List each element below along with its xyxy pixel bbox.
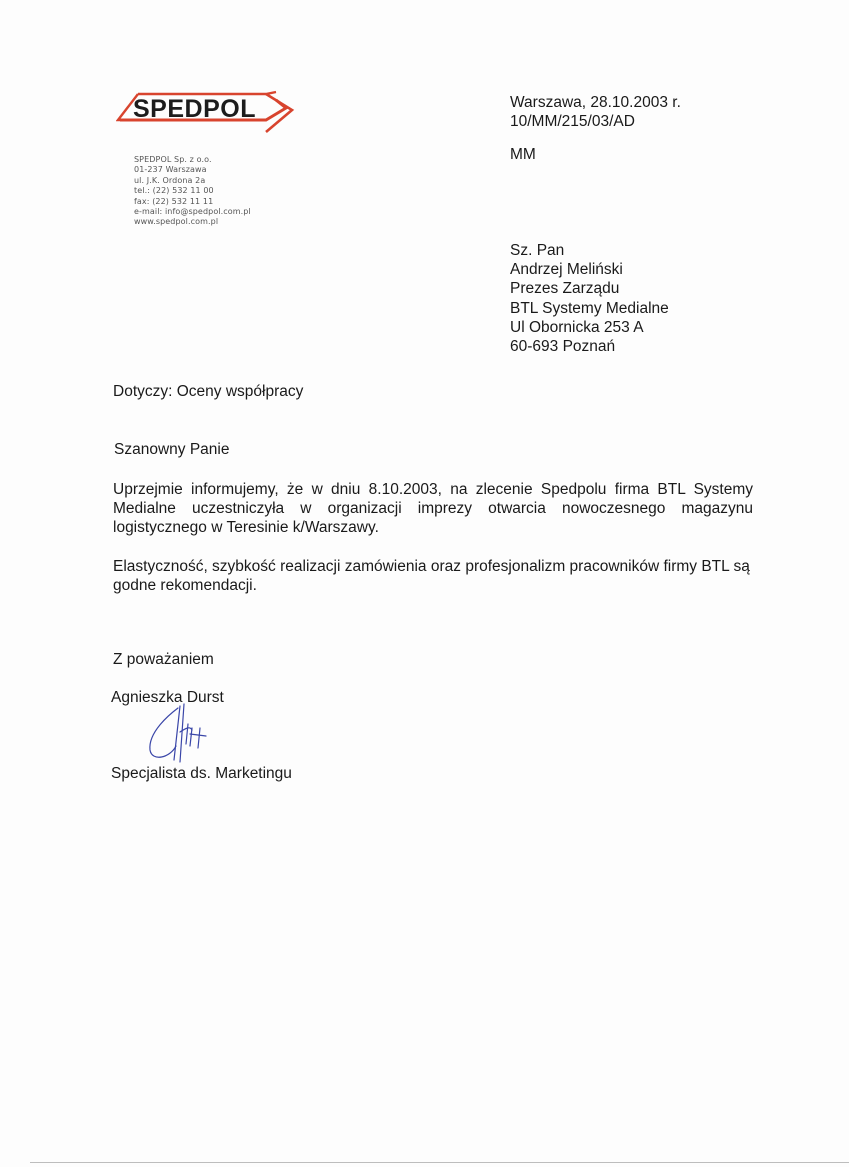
recipient-line: 60-693 Poznań xyxy=(510,338,616,356)
company-address-line: ul. J.K. Ordona 2a xyxy=(134,175,206,185)
letter-header xyxy=(510,93,681,164)
place-date: Warszawa, 28.10.2003 r. xyxy=(510,94,681,111)
handwritten-signature xyxy=(140,702,220,766)
closing-phrase: Z poważaniem xyxy=(113,651,214,668)
salutation: Szanowny Panie xyxy=(114,441,230,458)
letter-subject: Dotyczy: Oceny współpracy xyxy=(113,383,304,400)
recipient-line: Ul Obornicka 253 A xyxy=(510,318,644,336)
recipient-address xyxy=(510,241,669,356)
recipient-line: Andrzej Meliński xyxy=(510,261,623,279)
signer-title: Specjalista ds. Marketingu xyxy=(111,765,292,782)
company-address-line: fax: (22) 532 11 11 xyxy=(134,196,214,206)
company-address-line: e-mail: info@spedpol.com.pl xyxy=(134,207,251,217)
signature-graphic xyxy=(140,702,220,766)
company-address-line: tel.: (22) 532 11 00 xyxy=(134,186,214,196)
author-initials: MM xyxy=(510,146,536,163)
company-address-line: www.spedpol.com.pl xyxy=(134,217,219,227)
signer-name: Agnieszka Durst xyxy=(111,689,224,706)
reference-number: 10/MM/215/03/AD xyxy=(510,113,635,130)
logo-wordmark: SPEDPOL xyxy=(133,95,256,123)
page-edge-line xyxy=(30,1162,849,1163)
body-paragraph: Uprzejmie informujemy, że w dniu 8.10.2003, na zlecenie Spedpolu firma BTL Systemy Medialne uczestniczyła w organizacji imprezy otwarcia nowoczesnego magazynu logistycznego w Teresinie k/Warszawy. xyxy=(113,481,753,536)
company-address-line: 01-237 Warszawa xyxy=(134,165,207,175)
company-logo xyxy=(116,90,296,136)
company-address-line: SPEDPOL Sp. z o.o. xyxy=(134,155,212,164)
recipient-line: BTL Systemy Medialne xyxy=(510,299,669,317)
company-address-block xyxy=(134,155,251,228)
body-paragraph: Elastyczność, szybkość realizacji zamówienia oraz profesjonalizm pracowników firmy BTL są godne rekomendacji. xyxy=(113,558,750,594)
spedpol-logo-graphic xyxy=(116,90,296,136)
recipient-line: Sz. Pan xyxy=(510,242,565,259)
recipient-line: Prezes Zarządu xyxy=(510,280,620,298)
